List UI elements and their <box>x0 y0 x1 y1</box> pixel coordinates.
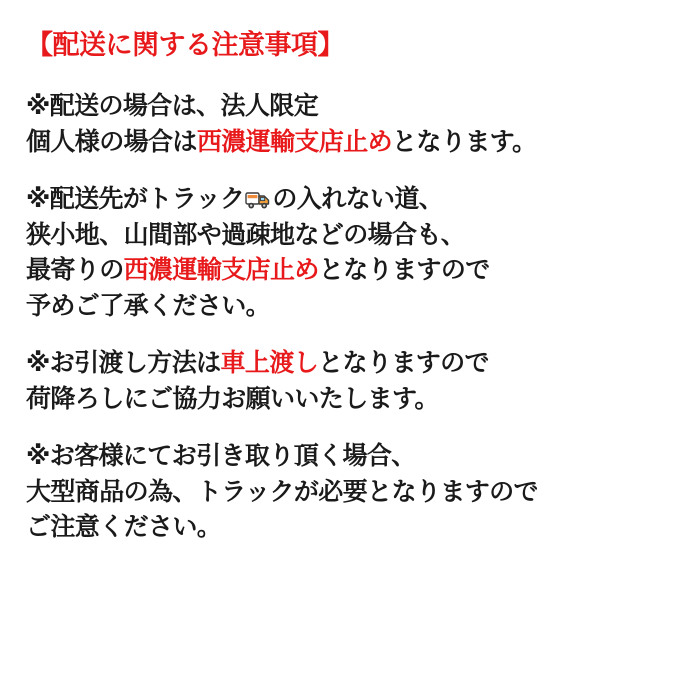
body-text: となります。 <box>392 126 537 156</box>
body-text: となりますので <box>318 348 489 378</box>
page-title: 【配送に関する注意事項】 <box>26 30 344 61</box>
body-text: ※お引渡し方法は <box>26 348 221 378</box>
emphasis-text: 車上渡し <box>220 348 319 378</box>
block-handover <box>26 345 676 416</box>
body-text: ※お客様にてお引き取り頂く場合、 <box>26 441 416 471</box>
body-text: 個人様の場合は <box>26 126 197 156</box>
body-text: 大型商品の為、トラックが必要となりますので <box>26 476 538 506</box>
notice-line <box>26 124 676 160</box>
notice-line <box>26 474 676 510</box>
notice-line <box>26 288 676 324</box>
notice-line <box>26 181 676 217</box>
notice-line <box>26 345 676 381</box>
body-text: 狭小地、山間部や過疎地などの場合も、 <box>26 219 466 249</box>
body-text: ※配送先がトラック <box>26 184 245 214</box>
notice-line <box>26 252 676 288</box>
notice-line <box>26 438 676 474</box>
notice-line <box>26 88 676 124</box>
body-text: ※配送の場合は、法人限定 <box>26 91 319 121</box>
block-corporate-only <box>26 88 676 159</box>
notice-line <box>26 217 676 253</box>
body-text: 予めご了承ください。 <box>26 290 271 320</box>
body-text: の入れない道、 <box>272 184 444 214</box>
body-text: ご注意ください。 <box>26 512 222 542</box>
body-text: となりますので <box>318 255 490 285</box>
block-truck-access <box>26 181 676 323</box>
body-text: 最寄りの <box>26 255 124 285</box>
block-customer-pickup <box>26 438 676 545</box>
emphasis-text: 西濃運輸支店止め <box>196 126 393 156</box>
emphasis-text: 西濃運輸支店止め <box>123 255 319 285</box>
body-text: 荷降ろしにご協力お願いいたします。 <box>26 383 439 413</box>
notice-line <box>26 509 676 545</box>
notice-blocks <box>26 88 676 545</box>
notice-line <box>26 381 676 417</box>
truck-icon <box>245 185 271 207</box>
